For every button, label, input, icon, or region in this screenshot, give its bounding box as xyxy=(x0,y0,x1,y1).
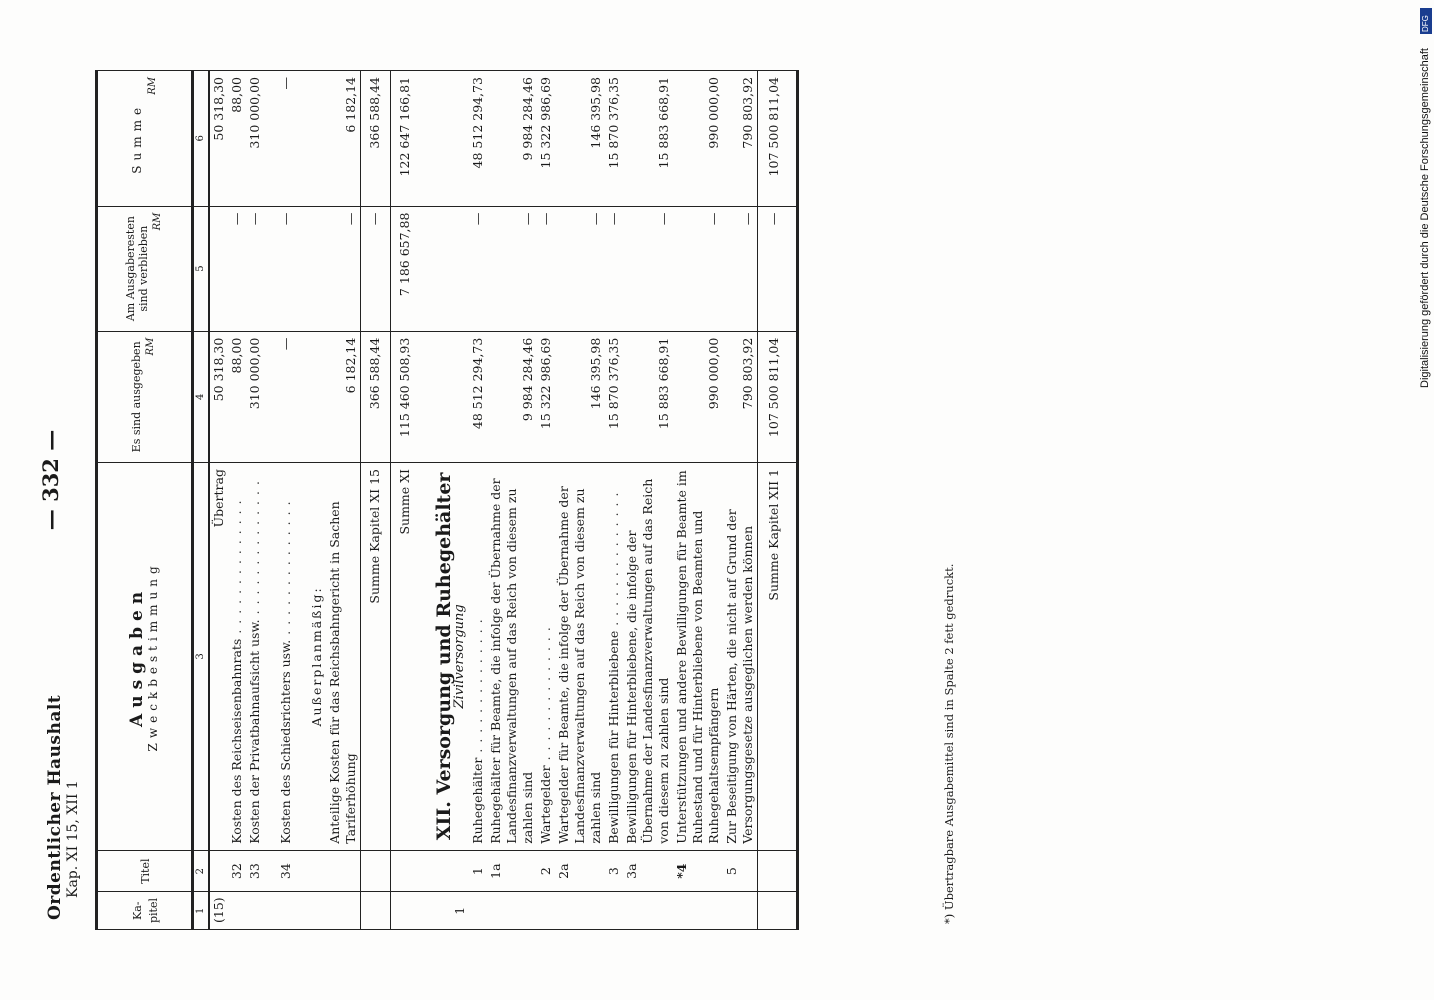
column-number-row xyxy=(193,71,210,930)
row-text: Ruhegehälter für Beamte, die infolge der Übernahme der Landesfinanzverwaltungen auf das Reich von diesem zu zahlen sind xyxy=(487,463,537,851)
section-title: XII. Versorgung und Ruhegehälter xyxy=(432,472,455,841)
col-number: 1 xyxy=(193,892,210,930)
row-text: Unterstützungen und andere Bewilligungen für Beamte im Ruhestand und für Hinterbliebene von Beamten und Ruhegehaltsempfängern xyxy=(673,463,723,851)
section-subtitle: Zivilversorgung xyxy=(451,604,467,709)
table-row: (15) Übertrag 50 318,30 50 318,30 xyxy=(209,71,228,930)
header-ausgaben: Ausgaben xyxy=(126,585,147,727)
row-text: Kosten der Privatbahnaufsicht usw. . . . xyxy=(246,463,264,851)
row-text: Übertrag xyxy=(209,463,228,851)
section-kapitel: 1 xyxy=(421,892,469,930)
table-row: 32 Kosten des Reichseisenbahnrats . . . 88,00 — 88,00 xyxy=(228,71,246,930)
row-text: Wartegelder für Beamte, die infolge der Übernahme der Landesfinanzverwaltungen auf das Reich von diesem zu zahlen sind xyxy=(555,463,605,851)
table-row: *4 Unterstützungen und andere Bewilligungen für Beamte im Ruhestand und für Hinterbliebene von Beamten und Ruhegehaltsempfängern 990 000,00 — 990 000,00 xyxy=(673,71,723,930)
table-row xyxy=(308,71,326,930)
header-chapter: Kap. XI 15, XII 1 xyxy=(65,780,81,898)
table-row: 34 Kosten des Schiedsrichters usw. . . . — — — xyxy=(264,71,308,930)
footnote: *) Übertragbare Ausgabemittel sind in Spalte 2 fett gedruckt. xyxy=(942,563,956,924)
budget-table xyxy=(95,70,799,930)
table-row: 2a Wartegelder für Beamte, die infolge der Übernahme der Landesfinanzverwaltungen auf das Reich von diesem zu zahlen sind 146 395,98 — 146 395,98 xyxy=(555,71,605,930)
section-heading xyxy=(421,463,469,851)
table-row: 1a Ruhegehälter für Beamte, die infolge der Übernahme der Landesfinanzverwaltungen auf das Reich von diesem zu zahlen sind 9 984 284,46 — 9 984 284,46 xyxy=(487,71,537,930)
col-number: 4 xyxy=(193,331,210,462)
col-number: 2 xyxy=(193,850,210,892)
cell-reste xyxy=(209,206,228,331)
col-header-kapitel: Ka-pitel xyxy=(97,892,193,930)
row-text: Kosten des Reichseisenbahnrats . . . xyxy=(228,463,246,851)
table-row: 33 Kosten der Privatbahnaufsicht usw. . . . 310 000,00 — 310 000,00 xyxy=(246,71,264,930)
subtotal-row: Summe Kapitel XI 15 366 588,44 — 366 588,44 xyxy=(361,71,391,930)
col-header-reste: Am Ausgaberesten sind verblieben RM xyxy=(97,206,193,331)
row-text: Anteilige Kosten für das Reichsbahngericht in Sachen Tariferhöhung xyxy=(326,463,361,851)
table-row: 3a Bewilligungen für Hinterbliebene, die infolge der Übernahme der Landesfinanzverwaltungen auf das Reich von diesem zu zahlen sind 15 883 668,91 — 15 883 668,91 xyxy=(623,71,673,930)
col-header-ausgegeben: Es sind ausgegeben RM xyxy=(97,331,193,462)
subtotal-row: Summe Kapitel XII 1 107 500 811,04 — 107 500 811,04 xyxy=(757,71,797,930)
cell-summe: 50 318,30 xyxy=(209,71,228,207)
table-row: 2 Wartegelder . . . 15 322 986,69 — 15 322 986,69 xyxy=(537,71,555,930)
cell-ausgegeben: 50 318,30 xyxy=(209,331,228,462)
table-row: 3 Bewilligungen für Hinterbliebene . . . 15 870 376,35 — 15 870 376,35 xyxy=(605,71,623,930)
table-header xyxy=(97,71,193,930)
col-number: 6 xyxy=(193,71,210,207)
table-row: 1 Ruhegehälter . . . 48 512 294,73 — 48 512 294,73 xyxy=(469,71,487,930)
col-header-zweck xyxy=(97,463,193,851)
rotated-page-content xyxy=(0,30,1340,960)
row-text: Kosten des Schiedsrichters usw. . . . xyxy=(264,463,308,851)
row-text: Summe Kapitel XI 15 xyxy=(361,463,391,851)
row-heading: Außerplanmäßig: xyxy=(308,463,326,851)
titel-transferable: *4 xyxy=(673,850,723,892)
row-text: Bewilligungen für Hinterbliebene . . . xyxy=(605,463,623,851)
col-number: 3 xyxy=(193,463,210,851)
dfg-logo: DFG xyxy=(1420,8,1432,34)
col-header-titel: Titel xyxy=(97,850,193,892)
row-text: Bewilligungen für Hinterbliebene, die infolge der Übernahme der Landesfinanzverwaltungen auf das Reich von diesem zu zahlen sind xyxy=(623,463,673,851)
table-row: Anteilige Kosten für das Reichsbahngericht in Sachen Tariferhöhung 6 182,14 — 6 182,14 xyxy=(326,71,361,930)
page-number: — 332 — xyxy=(38,429,63,531)
col-header-summe: Summe RM xyxy=(97,71,193,207)
row-text: Wartegelder . . . xyxy=(537,463,555,851)
table-row: 5 Zur Beseitigung von Härten, die nicht auf Grund der Versorgungsgesetze ausgeglichen werden können 790 803,92 — 790 803,92 xyxy=(723,71,758,930)
row-text: Summe XI xyxy=(391,463,421,851)
unit-label: RM xyxy=(146,77,158,95)
section-row xyxy=(421,71,469,930)
row-text: Summe Kapitel XII 1 xyxy=(757,463,797,851)
header-zweckbestimmung: Zweckbestimmung xyxy=(145,561,160,752)
unit-label: RM xyxy=(145,337,156,356)
row-text: Zur Beseitigung von Härten, die nicht auf Grund der Versorgungsgesetze ausgeglichen werden können xyxy=(723,463,758,851)
total-row: Summe XI 115 460 508,93 7 186 657,88 122 647 166,81 xyxy=(391,71,421,930)
digitization-note: Digitalisierung gefördert durch die Deutsche Forschungsgemeinschaft xyxy=(1419,48,1431,388)
unit-label: RM xyxy=(151,212,163,231)
row-text: Ruhegehälter . . . xyxy=(469,463,487,851)
col-number: 5 xyxy=(193,206,210,331)
header-title: Ordentlicher Haushalt xyxy=(45,694,65,920)
